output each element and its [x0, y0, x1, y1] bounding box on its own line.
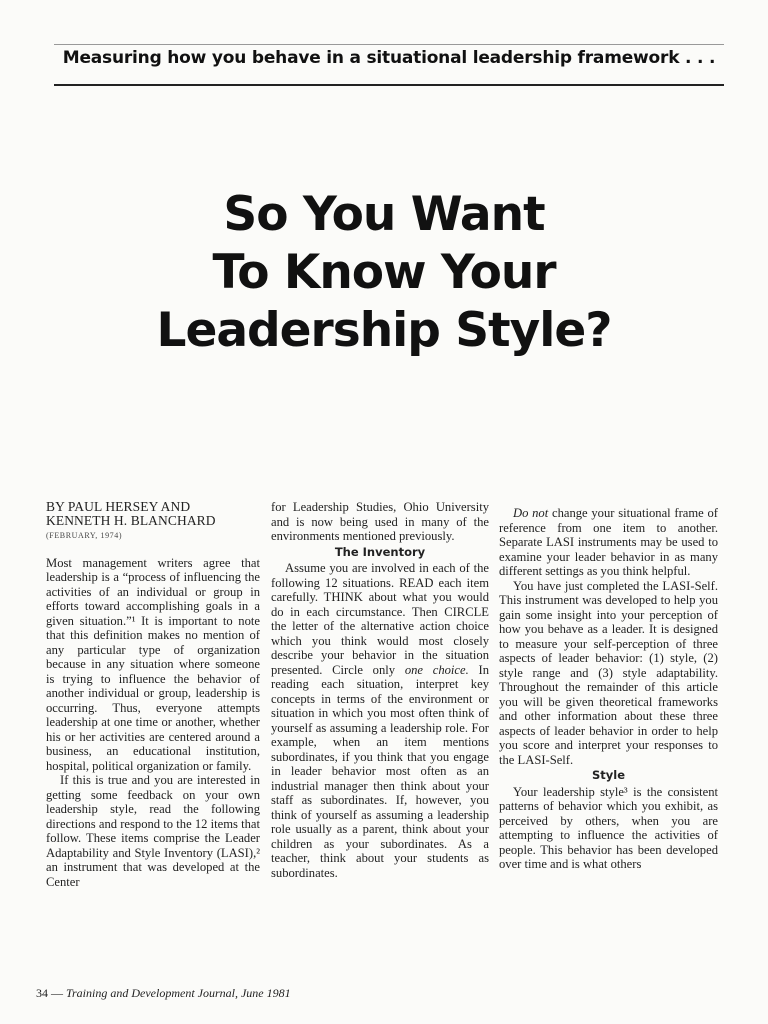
column-2: [271, 500, 489, 880]
byline: [46, 500, 260, 528]
page-number: 34: [36, 986, 48, 1000]
dateline: (FEBRUARY, 1974): [46, 531, 123, 540]
paragraph: for Leadership Studies, Ohio University and is now being used in many of the environments mentioned previously.: [271, 500, 489, 543]
subheading-inventory: The Inventory: [334, 544, 426, 559]
footer-dash: —: [48, 986, 66, 1000]
page-footer: [36, 986, 291, 1001]
paragraph: Your leadership style³ is the consistent patterns of behavior which you exhibit, as perceived by others, when you are attempting to influence the activities of people. This behavior has been developed over time and is what others: [499, 784, 718, 871]
header-rule-bottom: [54, 84, 724, 86]
subheading-style: Style: [591, 768, 626, 782]
paragraph: [499, 506, 718, 579]
title-line-3: Leadership Style?: [156, 303, 612, 358]
column-3: [499, 506, 718, 872]
paragraph: Most management writers agree that leadership is a “process of influencing the activities of an individual or group in efforts toward accomplishing goals in a given situation.”¹ It is important to note that this definition makes no mention of any particular type of organization because in any situation where someone is trying to influence the behavior of another individual or group, leadership is occurring. Thus, everyone attempts leadership at one time or another, whether his or her activities are centered around a business, an educational institution, hospital, political organization or family.: [46, 555, 260, 773]
header-kicker: Measuring how you behave in a situational leadership framework . . .: [62, 48, 716, 68]
header-rule-top: [54, 44, 724, 45]
text-span: change your situational frame of reference from one item to another. Separate LASI instruments may be used to examine your leader behavior in as many different settings as you think helpful.: [499, 506, 718, 578]
journal-name: Training and Development Journal, June 1981: [66, 986, 291, 1000]
paragraph: [271, 561, 489, 880]
column-1: [46, 500, 260, 889]
byline-line-2: KENNETH H. BLANCHARD: [46, 513, 216, 528]
text-span: Assume you are involved in each of the following 12 situations. READ each item carefully. THINK about what you would do in each circumstance. Then CIRCLE the letter of the alternative action choice which you think would most closely describe your behavior in the situation presented. Circle only: [271, 561, 489, 677]
emphasis: one choice.: [404, 662, 469, 677]
byline-line-1: BY PAUL HERSEY AND: [46, 499, 191, 514]
emphasis: Do not: [513, 506, 549, 520]
paragraph: If this is true and you are interested in getting some feedback on your own leadership style, read the following directions and respond to the 12 items that follow. These items comprise the Leader Adaptability and Style Inventory (LASI),² an instrument that was developed at the Center: [46, 773, 260, 889]
title-line-2: To Know Your: [212, 245, 556, 300]
title-line-1: So You Want: [223, 187, 545, 242]
text-span: In reading each situation, interpret key concepts in terms of the environment or situation in which you most often think of yourself as assuming a leadership role. For example, when an item mentions subordinates, if you think that you engage in leader behavior most often as an industrial manager then think about your staff as subordinates. If, however, you think of yourself as assuming a leadership role usually as a parent, think about your children as your subordinates. As a teacher, think about your students as subordinates.: [271, 662, 490, 880]
paragraph: You have just completed the LASI-Self. This instrument was developed to help you gain some insight into your perception of how you behave as a leader. It is designed to measure your self-perception of three aspects of leader behavior: (1) style, (2) style range and (3) style adaptability. Throughout the remainder of this article you will be given theoretical frameworks and other information about these three aspects of leader behavior in order to help you score and interpret your responses to the LASI-Self.: [499, 578, 718, 767]
article-title: [0, 186, 768, 360]
